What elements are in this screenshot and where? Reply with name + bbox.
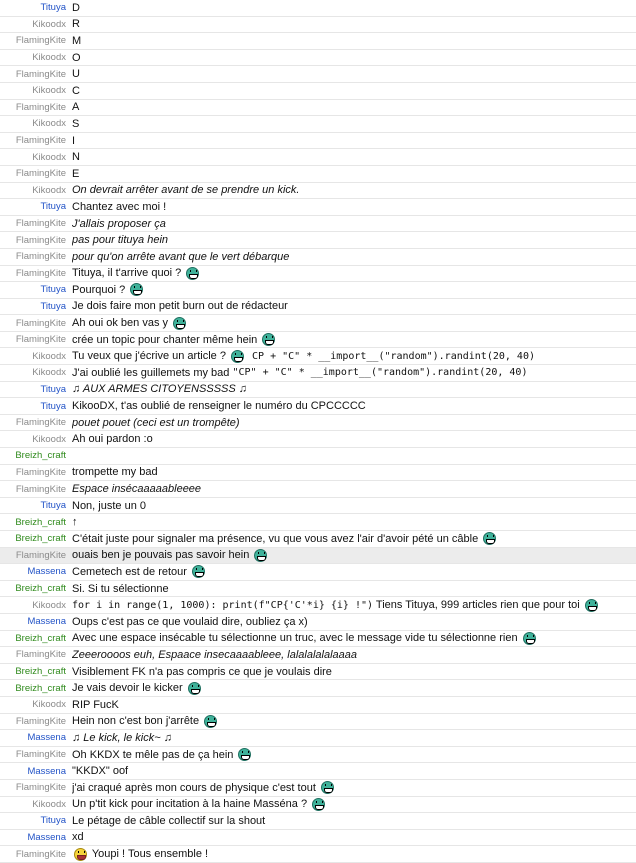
message-author[interactable]: FlamingKite: [15, 749, 66, 761]
message-text-fragment: M: [72, 34, 82, 47]
message-author[interactable]: FlamingKite: [15, 334, 66, 346]
message-text-fragment: S: [72, 117, 80, 130]
grin-emoji-icon: [238, 748, 251, 761]
message-author[interactable]: Massena: [27, 616, 66, 628]
message-text-fragment: Zeeeroooos euh, Espaace insecaaaableee, lalalalalalaaaa: [72, 648, 357, 661]
message-text-fragment: I: [72, 134, 76, 147]
message-text-fragment: trompette my bad: [72, 466, 158, 479]
message-text: [72, 218, 636, 230]
message-text-fragment: Le pétage de câble collectif sur la shout: [72, 814, 266, 827]
message-text: [72, 400, 636, 412]
message-text: [72, 118, 636, 130]
message-author[interactable]: FlamingKite: [15, 234, 66, 246]
message-row: [0, 813, 636, 830]
message-text: [72, 383, 636, 395]
message-text: [72, 532, 636, 545]
message-text: [72, 748, 636, 761]
message-author[interactable]: FlamingKite: [15, 135, 66, 147]
inline-code: CP + "C" * __import__("random").randint(20, 40): [246, 350, 535, 362]
message-text-fragment: Pourquoi ?: [72, 283, 129, 296]
message-author[interactable]: FlamingKite: [15, 466, 66, 478]
message-row: [0, 0, 636, 17]
message-row: [0, 133, 636, 150]
message-text: [72, 101, 636, 113]
message-text: [72, 500, 636, 512]
message-author[interactable]: FlamingKite: [15, 267, 66, 279]
message-text-fragment: Chantez avec moi !: [72, 200, 167, 213]
message-author[interactable]: Tituya: [40, 383, 66, 395]
message-text-fragment: C'était juste pour signaler ma présence, vu que vous avez l'air d'avoir pété un câble: [72, 532, 482, 545]
message-author[interactable]: Tituya: [40, 815, 66, 827]
message-row: [0, 166, 636, 183]
message-row: [0, 697, 636, 714]
message-author[interactable]: Breizh_craft: [15, 583, 66, 595]
message-author[interactable]: Tituya: [40, 201, 66, 213]
message-author[interactable]: FlamingKite: [15, 782, 66, 794]
message-row: [0, 50, 636, 67]
message-text: [72, 682, 636, 695]
message-row: [0, 797, 636, 814]
message-text-fragment: Non, juste un 0: [72, 499, 146, 512]
message-text-fragment: On devrait arrêter avant de se prendre un kick.: [72, 184, 300, 197]
message-text: [72, 85, 636, 97]
message-row: [0, 149, 636, 166]
message-row: [0, 647, 636, 664]
message-row: [0, 415, 636, 432]
message-author[interactable]: Tituya: [40, 500, 66, 512]
message-row: [0, 846, 636, 863]
message-text-fragment: pouet pouet (ceci est un trompête): [72, 416, 240, 429]
message-text-fragment: Ah oui pardon :o: [72, 433, 153, 446]
message-text: [72, 317, 636, 330]
message-text: [72, 168, 636, 180]
message-author[interactable]: Kikoodx: [32, 699, 66, 711]
message-author[interactable]: Kikoodx: [32, 118, 66, 130]
grin-emoji-icon: [231, 350, 244, 363]
message-text: [72, 732, 636, 744]
message-text-fragment: pour qu'on arrête avant que le vert débarque: [72, 250, 290, 263]
message-text: [72, 68, 636, 80]
message-row: [0, 830, 636, 847]
message-text: [72, 466, 636, 478]
message-text: [72, 201, 636, 213]
message-text: [72, 267, 636, 280]
message-text: [72, 549, 636, 562]
grin-emoji-icon: [312, 798, 325, 811]
message-author[interactable]: Kikoodx: [32, 184, 66, 196]
message-row: [0, 714, 636, 731]
message-author[interactable]: Kikoodx: [32, 85, 66, 97]
message-row: [0, 730, 636, 747]
message-text-fragment: pas pour tituya hein: [72, 234, 169, 247]
message-text: [72, 18, 636, 30]
grin-emoji-icon: [523, 632, 536, 645]
message-text-fragment: ↑: [72, 516, 78, 529]
message-text: [72, 2, 636, 14]
message-text-fragment: Tiens Tituya, 999 articles rien que pour toi: [373, 599, 583, 612]
message-author[interactable]: Tituya: [40, 2, 66, 14]
message-text: [72, 35, 636, 47]
message-text-fragment: ouais ben je pouvais pas savoir hein: [72, 549, 253, 562]
message-text-fragment: Oups c'est pas ce que voulaid dire, oubliez ça x): [72, 615, 308, 628]
message-text-fragment: crée un topic pour chanter même hein: [72, 333, 261, 346]
message-author[interactable]: Massena: [27, 765, 66, 777]
message-row: [0, 597, 636, 614]
message-text-fragment: Visiblement FK n'a pas compris ce que je voulais dire: [72, 665, 332, 678]
message-row: [0, 100, 636, 117]
message-author[interactable]: Tituya: [40, 400, 66, 412]
grin-emoji-icon: [483, 532, 496, 545]
message-row: [0, 183, 636, 200]
message-row: [0, 763, 636, 780]
message-author[interactable]: FlamingKite: [15, 101, 66, 113]
message-row: [0, 780, 636, 797]
message-text: [72, 632, 636, 645]
message-author[interactable]: Breizh_craft: [15, 632, 66, 644]
message-row: [0, 66, 636, 83]
message-row: [0, 365, 636, 382]
message-text: [72, 765, 636, 777]
message-text: [72, 283, 636, 296]
message-row: [0, 531, 636, 548]
message-row: [0, 747, 636, 764]
message-text-fragment: O: [72, 51, 81, 64]
message-text: [72, 151, 636, 163]
message-author[interactable]: Massena: [27, 566, 66, 578]
message-row: [0, 216, 636, 233]
message-author[interactable]: Breizh_craft: [15, 666, 66, 678]
message-text-fragment: Je vais devoir le kicker: [72, 682, 186, 695]
grin-emoji-icon: [192, 565, 205, 578]
message-row: [0, 299, 636, 316]
message-row: [0, 116, 636, 133]
message-text: [72, 781, 636, 794]
grin-emoji-icon: [130, 283, 143, 296]
message-row: [0, 282, 636, 299]
message-row: [0, 266, 636, 283]
message-text-fragment: Cemetech est de retour: [72, 565, 191, 578]
message-text: [72, 831, 636, 843]
message-author[interactable]: Kikoodx: [32, 52, 66, 64]
grin-emoji-icon: [585, 599, 598, 612]
message-row: [0, 680, 636, 697]
message-author[interactable]: FlamingKite: [15, 218, 66, 230]
message-text-fragment: R: [72, 18, 80, 31]
message-row: [0, 548, 636, 565]
message-row: [0, 431, 636, 448]
message-text: [72, 516, 636, 528]
message-row: [0, 398, 636, 415]
message-author[interactable]: Kikoodx: [32, 367, 66, 379]
message-text: [72, 417, 636, 429]
message-text: [72, 433, 636, 445]
message-text: [72, 798, 636, 811]
message-row: [0, 498, 636, 515]
message-text-fragment: Si. Si tu sélectionne: [72, 582, 169, 595]
message-text: [72, 184, 636, 196]
message-author[interactable]: FlamingKite: [15, 251, 66, 263]
message-text-fragment: KikooDX, t'as oublié de renseigner le numéro du CPCCCCC: [72, 400, 366, 413]
message-row: [0, 481, 636, 498]
message-author[interactable]: FlamingKite: [15, 68, 66, 80]
grin-emoji-icon: [188, 682, 201, 695]
message-author[interactable]: Massena: [27, 831, 66, 843]
grin-emoji-icon: [321, 781, 334, 794]
inline-code: for i in range(1, 1000): print(f"CP{'C'*i} {i} !"): [72, 599, 374, 611]
message-author[interactable]: Tituya: [40, 300, 66, 312]
message-text-fragment: Un p'tit kick pour incitation à la haine Masséna ?: [72, 798, 311, 811]
message-text-fragment: J'ai oublié les guillemets my bad: [72, 366, 233, 379]
message-row: [0, 232, 636, 249]
message-text-fragment: Oh KKDX te mêle pas de ça hein: [72, 748, 237, 761]
message-author[interactable]: Kikoodx: [32, 350, 66, 362]
message-author[interactable]: Breizh_craft: [15, 533, 66, 545]
grin-emoji-icon: [262, 333, 275, 346]
message-author[interactable]: FlamingKite: [15, 848, 66, 860]
message-text-fragment: A: [72, 101, 80, 114]
message-row: [0, 631, 636, 648]
message-text: [72, 616, 636, 628]
message-text-fragment: Ah oui ok ben vas y: [72, 317, 172, 330]
message-author[interactable]: FlamingKite: [15, 549, 66, 561]
message-author[interactable]: FlamingKite: [15, 168, 66, 180]
message-author[interactable]: Breizh_craft: [15, 682, 66, 694]
message-text: [72, 583, 636, 595]
message-author[interactable]: FlamingKite: [15, 649, 66, 661]
message-text: [72, 666, 636, 678]
message-text-fragment: U: [72, 68, 80, 81]
message-row: [0, 514, 636, 531]
grin-emoji-icon: [204, 715, 217, 728]
message-row: [0, 382, 636, 399]
message-author[interactable]: Kikoodx: [32, 151, 66, 163]
message-text-fragment: Tituya, il t'arrive quoi ?: [72, 267, 185, 280]
message-author[interactable]: Kikoodx: [32, 798, 66, 810]
message-row: [0, 17, 636, 34]
message-author[interactable]: FlamingKite: [15, 715, 66, 727]
message-row: [0, 348, 636, 365]
message-author[interactable]: Kikoodx: [32, 433, 66, 445]
message-text: [72, 234, 636, 246]
message-row: [0, 664, 636, 681]
message-author[interactable]: Breizh_craft: [15, 516, 66, 528]
message-text-fragment: Youpi ! Tous ensemble !: [89, 848, 209, 861]
message-row: [0, 614, 636, 631]
message-text-fragment: Tu veux que j'écrive un article ?: [72, 350, 229, 363]
message-text-fragment: E: [72, 167, 80, 180]
message-text-fragment: Avec une espace insécable tu sélectionne un truc, avec le message vide tu sélectionne rien: [72, 632, 521, 645]
message-text-fragment: D: [72, 1, 80, 14]
message-text-fragment: C: [72, 84, 80, 97]
grin-emoji-icon: [254, 549, 267, 562]
message-row: [0, 199, 636, 216]
message-row: [0, 448, 636, 465]
message-text: [72, 251, 636, 263]
message-text-fragment: ♫ AUX ARMES CITOYENSSSSS ♫: [72, 383, 248, 396]
message-author[interactable]: FlamingKite: [15, 317, 66, 329]
message-text-fragment: Je dois faire mon petit burn out de rédacteur: [72, 300, 288, 313]
message-text-fragment: Espace insécaaaaableeee: [72, 483, 202, 496]
message-text: [72, 333, 636, 346]
message-text-fragment: "KKDX" oof: [72, 765, 129, 778]
message-author[interactable]: Tituya: [40, 284, 66, 296]
inline-code: "CP" + "C" * __import__("random").randint(20, 40): [232, 367, 528, 379]
message-text: [72, 367, 636, 379]
message-text: [72, 300, 636, 312]
message-author[interactable]: FlamingKite: [15, 35, 66, 47]
message-text: [72, 52, 636, 64]
message-author[interactable]: Kikoodx: [32, 599, 66, 611]
message-author[interactable]: FlamingKite: [15, 417, 66, 429]
message-row: [0, 564, 636, 581]
message-author[interactable]: FlamingKite: [15, 483, 66, 495]
message-row: [0, 465, 636, 482]
message-text-fragment: Hein non c'est bon j'arrête: [72, 715, 203, 728]
message-text: [72, 599, 636, 612]
message-text-fragment: RIP FucK: [72, 698, 119, 711]
message-row: [0, 249, 636, 266]
message-text-fragment: xd: [72, 831, 84, 844]
message-row: [0, 83, 636, 100]
message-text: [72, 135, 636, 147]
message-text-fragment: j'ai craqué après mon cours de physique c'est tout: [72, 781, 319, 794]
message-text: [72, 715, 636, 728]
message-author[interactable]: Kikoodx: [32, 18, 66, 30]
grin-emoji-icon: [186, 267, 199, 280]
message-author[interactable]: Massena: [27, 732, 66, 744]
message-text-fragment: N: [72, 151, 80, 164]
message-row: [0, 581, 636, 598]
message-text-fragment: J'allais proposer ça: [72, 217, 166, 230]
message-text: [72, 565, 636, 578]
message-text: [72, 649, 636, 661]
message-author[interactable]: Breizh_craft: [15, 450, 66, 462]
message-row: [0, 332, 636, 349]
message-text: [72, 483, 636, 495]
message-text: [72, 815, 636, 827]
grin-emoji-icon: [173, 317, 186, 330]
message-text-fragment: ♫ Le kick, le kick~ ♫: [72, 731, 172, 744]
message-row: [0, 33, 636, 50]
message-row: [0, 315, 636, 332]
message-text: [72, 350, 636, 363]
message-text: [72, 699, 636, 711]
